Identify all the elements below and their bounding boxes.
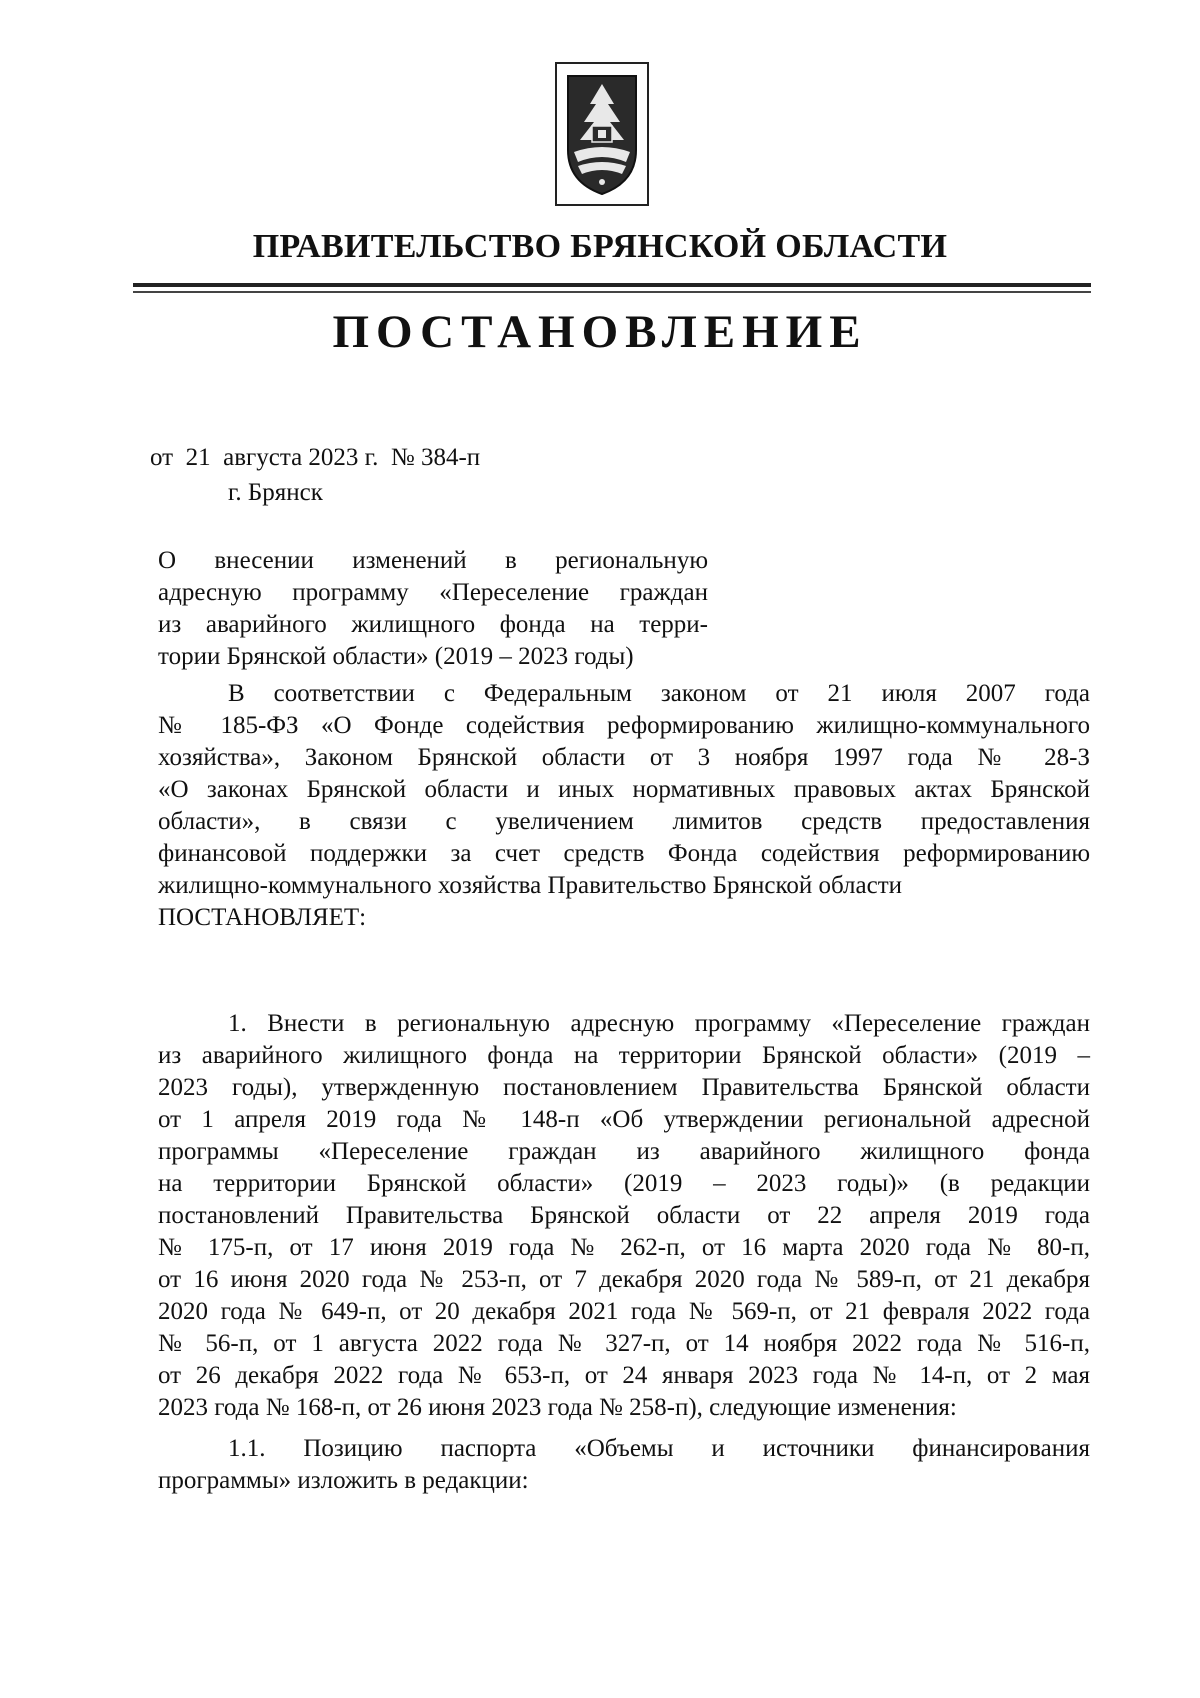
subject-line: тории Брянской области» (2019 – 2023 годы) (158, 643, 634, 670)
item-1-line: № 56-п, от 1 августа 2022 года № 327-п, от 14 ноября 2022 года № 516-п, (158, 1330, 1090, 1357)
coat-of-arms-emblem (555, 62, 649, 206)
subject-line: О внесении изменений в региональную (158, 547, 708, 574)
date-number: от 21 августа 2023 г. № 384-п (150, 444, 481, 471)
item-1-line: № 175-п, от 17 июня 2019 года № 262-п, от 16 марта 2020 года № 80-п, (158, 1234, 1090, 1261)
item-1-line: 2023 года № 168-п, от 26 июня 2023 года № 258-п), следующие изменения: (158, 1394, 957, 1421)
document-meta (150, 440, 480, 510)
header-rule-thin (133, 291, 1091, 293)
document-type-title: ПОСТАНОВЛЕНИЕ (332, 306, 868, 358)
subject-line: адресную программу «Переселение граждан (158, 579, 708, 606)
item-1-line: от 26 декабря 2022 года № 653-п, от 24 января 2023 года № 14-п, от 2 мая (158, 1362, 1090, 1389)
organization-title: ПРАВИТЕЛЬСТВО БРЯНСКОЙ ОБЛАСТИ (252, 228, 948, 265)
item-1-1-line: программы» изложить в редакции: (158, 1467, 529, 1494)
item-1-line: на территории Брянской области» (2019 – 2023 годы)» (в редакции (158, 1170, 1090, 1197)
item-1-1-line: 1.1. Позицию паспорта «Объемы и источники финансирования (228, 1435, 1090, 1462)
preamble-line: В соответствии с Федеральным законом от 21 июля 2007 года (228, 680, 1090, 707)
preamble-line: финансовой поддержки за счет средств Фонда содействия реформированию (158, 840, 1090, 867)
item-1-line: 1. Внести в региональную адресную программу «Переселение граждан (228, 1010, 1090, 1037)
preamble-line: хозяйства», Законом Брянской области от 3 ноября 1997 года № 28-З (158, 744, 1090, 771)
preamble-paragraph (158, 678, 1090, 934)
city: г. Брянск (228, 479, 323, 506)
item-1-line: от 16 июня 2020 года № 253-п, от 7 декабря 2020 года № 589-п, от 21 декабря (158, 1266, 1090, 1293)
preamble-line: «О законах Брянской области и иных нормативных правовых актах Брянской (158, 776, 1090, 803)
item-1-line: от 1 апреля 2019 года № 148-п «Об утверждении региональной адресной (158, 1106, 1090, 1133)
coat-of-arms-icon (562, 70, 642, 198)
header-rule-thick (133, 283, 1091, 287)
item-1-line: программы «Переселение граждан из аварийного жилищного фонда (158, 1138, 1090, 1165)
preamble-line: № 185-ФЗ «О Фонде содействия реформированию жилищно-коммунального (158, 712, 1090, 739)
preamble-line: ПОСТАНОВЛЯЕТ: (158, 904, 367, 931)
preamble-line: жилищно-коммунального хозяйства Правительство Брянской области (158, 872, 903, 899)
item-1-line: постановлений Правительства Брянской области от 22 апреля 2019 года (158, 1202, 1090, 1229)
item-1-line: 2020 года № 649-п, от 20 декабря 2021 года № 569-п, от 21 февраля 2022 года (158, 1298, 1090, 1325)
preamble-line: области», в связи с увеличением лимитов средств предоставления (158, 808, 1090, 835)
document-subject (158, 545, 708, 673)
item-1-paragraph (158, 1008, 1090, 1424)
item-1-line: 2023 годы), утвержденную постановлением Правительства Брянской области (158, 1074, 1090, 1101)
item-1-1-paragraph (158, 1433, 1090, 1497)
subject-line: из аварийного жилищного фонда на терри- (158, 611, 708, 638)
item-1-line: из аварийного жилищного фонда на территории Брянской области» (2019 – (158, 1042, 1090, 1069)
